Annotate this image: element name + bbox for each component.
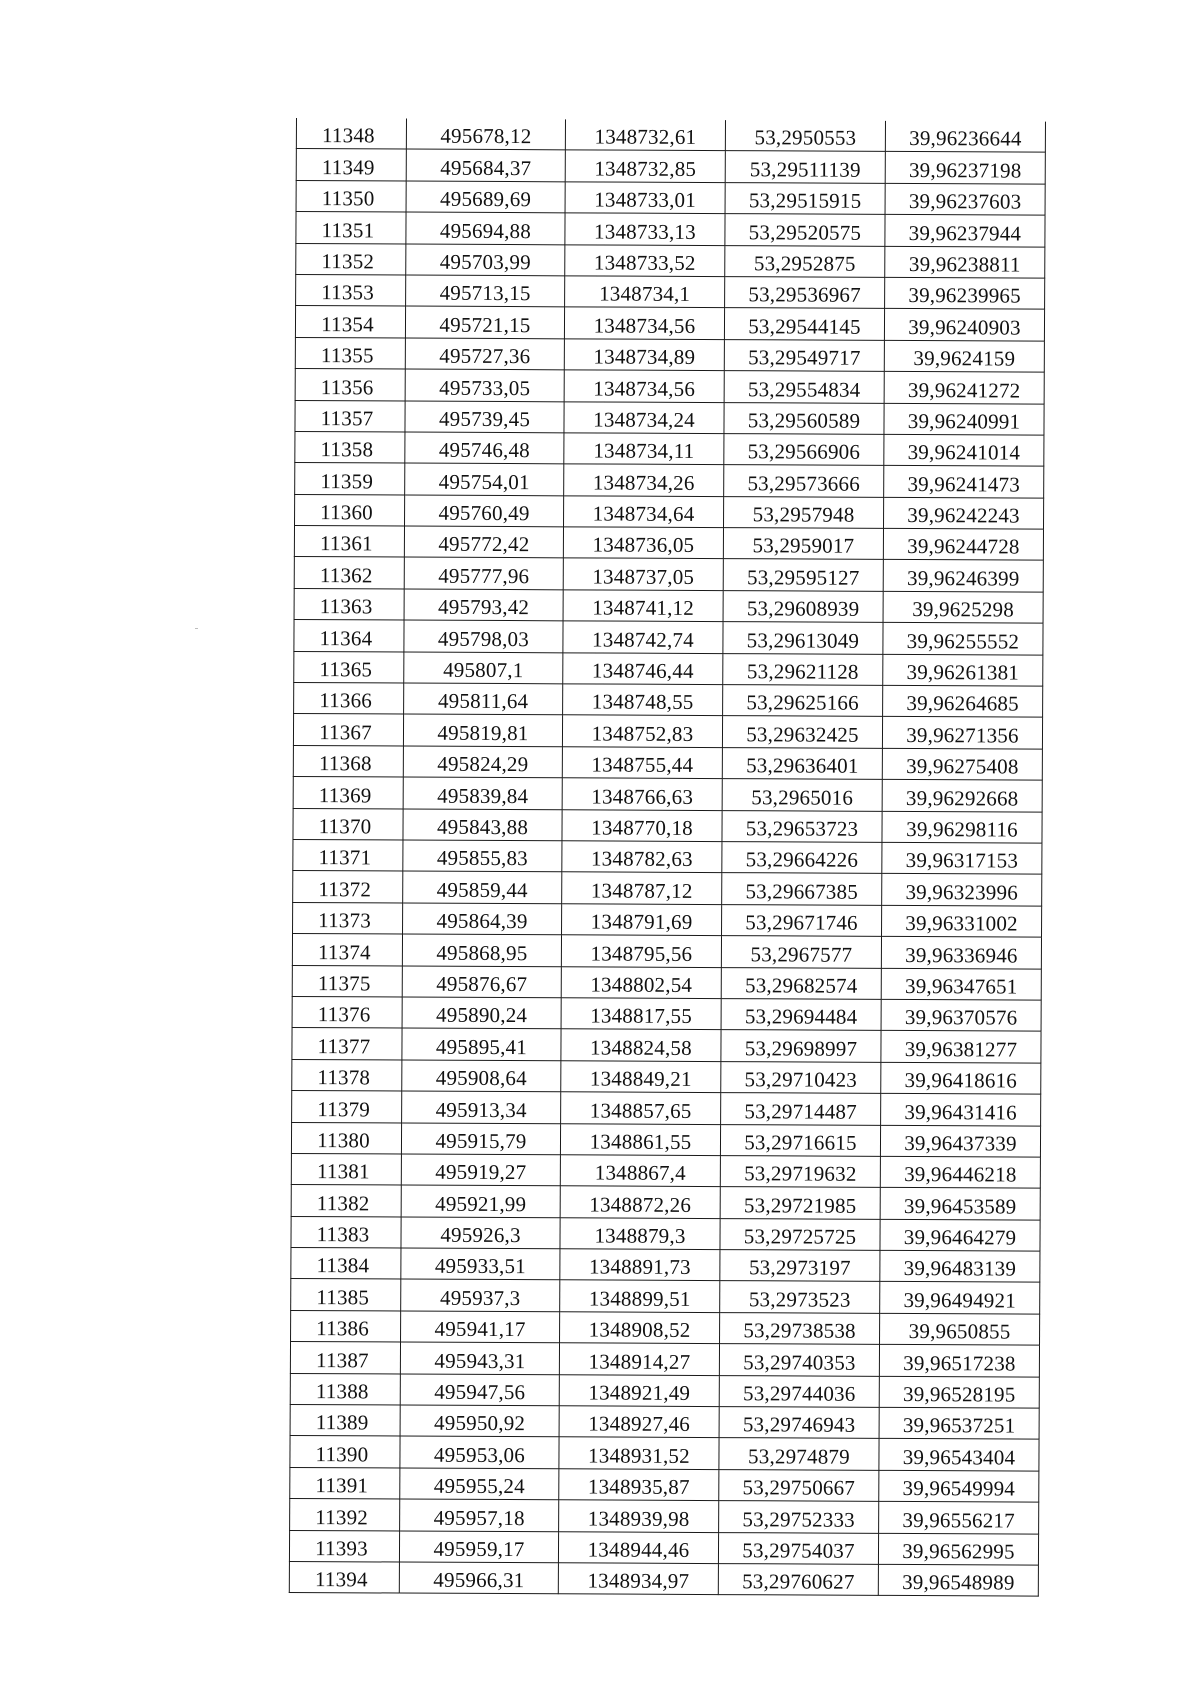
point-number-cell: 11391 xyxy=(290,1467,400,1499)
x-coordinate-cell: 495953,06 xyxy=(400,1436,559,1468)
x-coordinate-cell: 495933,51 xyxy=(401,1248,560,1280)
y-coordinate-cell: 1348770,18 xyxy=(562,809,722,841)
longitude-cell: 39,96237603 xyxy=(885,183,1045,215)
point-number-cell: 11370 xyxy=(293,808,403,840)
point-number-cell: 11363 xyxy=(294,588,404,620)
table-row xyxy=(293,902,1042,937)
latitude-cell: 53,29515915 xyxy=(725,182,885,214)
x-coordinate-cell: 495855,83 xyxy=(403,840,562,872)
latitude-cell: 53,2973197 xyxy=(720,1250,880,1282)
x-coordinate-cell: 495921,99 xyxy=(401,1185,560,1217)
longitude-cell: 39,96556217 xyxy=(879,1502,1039,1534)
longitude-cell: 39,96240991 xyxy=(884,403,1044,435)
longitude-cell: 39,96317153 xyxy=(882,842,1042,874)
table-row xyxy=(294,683,1043,718)
point-number-cell: 11354 xyxy=(295,306,405,338)
table-row xyxy=(291,1248,1040,1283)
point-number-cell: 11379 xyxy=(292,1091,402,1123)
point-number-cell: 11364 xyxy=(294,620,404,652)
x-coordinate-cell: 495941,17 xyxy=(401,1311,560,1343)
point-number-cell: 11380 xyxy=(291,1122,401,1154)
table-row xyxy=(294,651,1043,686)
longitude-cell: 39,96236644 xyxy=(885,121,1045,153)
x-coordinate-cell: 495772,42 xyxy=(404,526,563,558)
y-coordinate-cell: 1348899,51 xyxy=(560,1280,720,1312)
table-row xyxy=(290,1436,1039,1471)
latitude-cell: 53,29746943 xyxy=(719,1407,879,1439)
x-coordinate-cell: 495843,88 xyxy=(403,809,562,841)
y-coordinate-cell: 1348733,01 xyxy=(565,182,725,214)
table-row xyxy=(291,1279,1040,1314)
point-number-cell: 11376 xyxy=(292,996,402,1028)
y-coordinate-cell: 1348733,13 xyxy=(565,213,725,245)
x-coordinate-cell: 495839,84 xyxy=(403,777,562,809)
point-number-cell: 11374 xyxy=(292,934,402,966)
longitude-cell: 39,96298116 xyxy=(882,811,1042,843)
y-coordinate-cell: 1348732,61 xyxy=(565,119,725,151)
y-coordinate-cell: 1348824,58 xyxy=(561,1029,721,1061)
latitude-cell: 53,2965016 xyxy=(722,779,882,811)
x-coordinate-cell: 495950,92 xyxy=(400,1405,559,1437)
y-coordinate-cell: 1348734,89 xyxy=(564,339,724,371)
longitude-cell: 39,9625298 xyxy=(883,591,1043,623)
point-number-cell: 11366 xyxy=(294,683,404,715)
coordinates-table xyxy=(289,118,1046,1597)
y-coordinate-cell: 1348795,56 xyxy=(561,935,721,967)
y-coordinate-cell: 1348914,27 xyxy=(559,1343,719,1375)
longitude-cell: 39,96562995 xyxy=(878,1533,1038,1565)
point-number-cell: 11358 xyxy=(295,431,405,463)
point-number-cell: 11373 xyxy=(293,902,403,934)
longitude-cell: 39,96549994 xyxy=(879,1470,1039,1502)
latitude-cell: 53,29554834 xyxy=(724,371,884,403)
longitude-cell: 39,96483139 xyxy=(880,1250,1040,1282)
point-number-cell: 11387 xyxy=(290,1342,400,1374)
latitude-cell: 53,29671746 xyxy=(722,904,882,936)
point-number-cell: 11372 xyxy=(293,871,403,903)
table-row xyxy=(294,557,1043,592)
latitude-cell: 53,29549717 xyxy=(724,339,884,371)
x-coordinate-cell: 495824,29 xyxy=(403,746,562,778)
table-row xyxy=(293,714,1042,749)
table-row xyxy=(293,871,1042,906)
x-coordinate-cell: 495798,03 xyxy=(404,620,563,652)
latitude-cell: 53,2967577 xyxy=(721,936,881,968)
longitude-cell: 39,96237944 xyxy=(885,215,1045,247)
latitude-cell: 53,29653723 xyxy=(722,810,882,842)
x-coordinate-cell: 495689,69 xyxy=(406,181,565,213)
longitude-cell: 39,96239965 xyxy=(885,277,1045,309)
point-number-cell: 11361 xyxy=(294,526,404,558)
scan-speck xyxy=(195,628,198,629)
latitude-cell: 53,29738538 xyxy=(720,1312,880,1344)
x-coordinate-cell: 495913,34 xyxy=(402,1091,561,1123)
latitude-cell: 53,29625166 xyxy=(723,685,883,717)
table-row xyxy=(291,1216,1040,1251)
point-number-cell: 11369 xyxy=(293,777,403,809)
x-coordinate-cell: 495890,24 xyxy=(402,997,561,1029)
point-number-cell: 11386 xyxy=(291,1310,401,1342)
y-coordinate-cell: 1348867,4 xyxy=(560,1155,720,1187)
latitude-cell: 53,2973523 xyxy=(720,1281,880,1313)
table-row xyxy=(296,274,1045,309)
point-number-cell: 11381 xyxy=(291,1153,401,1185)
y-coordinate-cell: 1348748,55 xyxy=(563,684,723,716)
table-row xyxy=(291,1153,1040,1188)
longitude-cell: 39,96261381 xyxy=(883,654,1043,686)
y-coordinate-cell: 1348879,3 xyxy=(560,1217,720,1249)
longitude-cell: 39,96517238 xyxy=(879,1345,1039,1377)
point-number-cell: 11367 xyxy=(293,714,403,746)
longitude-cell: 39,96336946 xyxy=(881,937,1041,969)
y-coordinate-cell: 1348734,56 xyxy=(564,370,724,402)
x-coordinate-cell: 495926,3 xyxy=(401,1217,560,1249)
table-row xyxy=(292,934,1041,969)
table-row xyxy=(296,149,1045,184)
x-coordinate-cell: 495678,12 xyxy=(406,119,565,151)
table-row xyxy=(289,1530,1038,1565)
x-coordinate-cell: 495959,17 xyxy=(399,1531,558,1563)
latitude-cell: 53,29754037 xyxy=(718,1532,878,1564)
point-number-cell: 11382 xyxy=(291,1185,401,1217)
x-coordinate-cell: 495713,15 xyxy=(406,275,565,307)
point-number-cell: 11355 xyxy=(295,337,405,369)
x-coordinate-cell: 495947,56 xyxy=(400,1374,559,1406)
y-coordinate-cell: 1348817,55 xyxy=(561,998,721,1030)
point-number-cell: 11350 xyxy=(296,180,406,212)
longitude-cell: 39,96347651 xyxy=(881,968,1041,1000)
point-number-cell: 11359 xyxy=(295,463,405,495)
table-row xyxy=(295,463,1044,498)
longitude-cell: 39,96446218 xyxy=(880,1156,1040,1188)
table-row xyxy=(296,243,1045,278)
x-coordinate-cell: 495703,99 xyxy=(406,244,565,276)
x-coordinate-cell: 495919,27 xyxy=(401,1154,560,1186)
table-row xyxy=(290,1373,1039,1408)
longitude-cell: 39,96241473 xyxy=(884,466,1044,498)
longitude-cell: 39,96242243 xyxy=(884,497,1044,529)
y-coordinate-cell: 1348791,69 xyxy=(562,904,722,936)
x-coordinate-cell: 495746,48 xyxy=(405,432,564,464)
y-coordinate-cell: 1348931,52 xyxy=(559,1437,719,1469)
table-row xyxy=(294,526,1043,561)
latitude-cell: 53,29725725 xyxy=(720,1218,880,1250)
y-coordinate-cell: 1348782,63 xyxy=(562,841,722,873)
longitude-cell: 39,96418616 xyxy=(881,1062,1041,1094)
latitude-cell: 53,29716615 xyxy=(720,1124,880,1156)
y-coordinate-cell: 1348891,73 xyxy=(560,1249,720,1281)
latitude-cell: 53,29750667 xyxy=(719,1469,879,1501)
y-coordinate-cell: 1348755,44 xyxy=(562,747,722,779)
table-row xyxy=(293,777,1042,812)
y-coordinate-cell: 1348736,05 xyxy=(563,527,723,559)
table-row xyxy=(295,400,1044,435)
point-number-cell: 11383 xyxy=(291,1216,401,1248)
y-coordinate-cell: 1348908,52 xyxy=(560,1312,720,1344)
table-row xyxy=(295,369,1044,404)
y-coordinate-cell: 1348939,98 xyxy=(559,1500,719,1532)
latitude-cell: 53,29667385 xyxy=(722,873,882,905)
x-coordinate-cell: 495760,49 xyxy=(405,495,564,527)
y-coordinate-cell: 1348742,74 xyxy=(563,621,723,653)
y-coordinate-cell: 1348861,55 xyxy=(560,1123,720,1155)
y-coordinate-cell: 1348935,87 xyxy=(559,1469,719,1501)
longitude-cell: 39,96241272 xyxy=(884,372,1044,404)
latitude-cell: 53,29511139 xyxy=(725,151,885,183)
x-coordinate-cell: 495733,05 xyxy=(405,369,564,401)
table-row xyxy=(293,808,1042,843)
longitude-cell: 39,96437339 xyxy=(880,1125,1040,1157)
longitude-cell: 39,96323996 xyxy=(882,874,1042,906)
y-coordinate-cell: 1348734,64 xyxy=(564,496,724,528)
longitude-cell: 39,96241014 xyxy=(884,434,1044,466)
point-number-cell: 11348 xyxy=(296,118,406,149)
latitude-cell: 53,29752333 xyxy=(719,1501,879,1533)
y-coordinate-cell: 1348872,26 xyxy=(560,1186,720,1218)
latitude-cell: 53,29636401 xyxy=(722,747,882,779)
y-coordinate-cell: 1348849,21 xyxy=(561,1061,721,1093)
y-coordinate-cell: 1348734,24 xyxy=(564,401,724,433)
longitude-cell: 39,96255552 xyxy=(883,623,1043,655)
latitude-cell: 53,29760627 xyxy=(718,1564,878,1596)
point-number-cell: 11351 xyxy=(296,212,406,244)
y-coordinate-cell: 1348944,46 xyxy=(558,1531,718,1563)
longitude-cell: 39,96431416 xyxy=(881,1093,1041,1125)
point-number-cell: 11349 xyxy=(296,149,406,181)
longitude-cell: 39,96494921 xyxy=(880,1282,1040,1314)
point-number-cell: 11352 xyxy=(296,243,406,275)
longitude-cell: 39,96264685 xyxy=(883,685,1043,717)
x-coordinate-cell: 495908,64 xyxy=(402,1060,561,1092)
point-number-cell: 11356 xyxy=(295,369,405,401)
table-row xyxy=(294,620,1043,655)
latitude-cell: 53,2974879 xyxy=(719,1438,879,1470)
point-number-cell: 11388 xyxy=(290,1373,400,1405)
longitude-cell: 39,96381277 xyxy=(881,1031,1041,1063)
point-number-cell: 11390 xyxy=(290,1436,400,1468)
latitude-cell: 53,29694484 xyxy=(721,999,881,1031)
table-row xyxy=(292,965,1041,1000)
latitude-cell: 53,29664226 xyxy=(722,842,882,874)
y-coordinate-cell: 1348734,11 xyxy=(564,433,724,465)
table-row xyxy=(291,1310,1040,1345)
latitude-cell: 53,29744036 xyxy=(719,1375,879,1407)
latitude-cell: 53,29520575 xyxy=(725,214,885,246)
longitude-cell: 39,96537251 xyxy=(879,1407,1039,1439)
x-coordinate-cell: 495915,79 xyxy=(401,1123,560,1155)
point-number-cell: 11377 xyxy=(292,1028,402,1060)
point-number-cell: 11384 xyxy=(291,1248,401,1280)
latitude-cell: 53,29682574 xyxy=(721,967,881,999)
y-coordinate-cell: 1348752,83 xyxy=(562,715,722,747)
y-coordinate-cell: 1348734,56 xyxy=(564,307,724,339)
table-row xyxy=(295,306,1044,341)
x-coordinate-cell: 495727,36 xyxy=(405,338,564,370)
table-row xyxy=(292,1028,1041,1063)
longitude-cell: 39,9650855 xyxy=(880,1313,1040,1345)
point-number-cell: 11362 xyxy=(294,557,404,589)
y-coordinate-cell: 1348927,46 xyxy=(559,1406,719,1438)
latitude-cell: 53,29698997 xyxy=(721,1030,881,1062)
table-row xyxy=(290,1405,1039,1440)
x-coordinate-cell: 495943,31 xyxy=(400,1342,559,1374)
point-number-cell: 11385 xyxy=(291,1279,401,1311)
table-row xyxy=(291,1185,1040,1220)
longitude-cell: 39,96292668 xyxy=(882,780,1042,812)
x-coordinate-cell: 495937,3 xyxy=(401,1279,560,1311)
latitude-cell: 53,29536967 xyxy=(725,277,885,309)
table-row xyxy=(293,839,1042,874)
y-coordinate-cell: 1348732,85 xyxy=(565,150,725,182)
point-number-cell: 11389 xyxy=(290,1405,400,1437)
table-row xyxy=(295,431,1044,466)
longitude-cell: 39,96453589 xyxy=(880,1188,1040,1220)
latitude-cell: 53,29740353 xyxy=(719,1344,879,1376)
y-coordinate-cell: 1348787,12 xyxy=(562,872,722,904)
latitude-cell: 53,29632425 xyxy=(722,716,882,748)
y-coordinate-cell: 1348734,26 xyxy=(564,464,724,496)
longitude-cell: 39,96548989 xyxy=(878,1564,1038,1596)
y-coordinate-cell: 1348921,49 xyxy=(559,1374,719,1406)
y-coordinate-cell: 1348766,63 xyxy=(562,778,722,810)
point-number-cell: 11368 xyxy=(293,745,403,777)
latitude-cell: 53,2957948 xyxy=(724,496,884,528)
point-number-cell: 11378 xyxy=(292,1059,402,1091)
y-coordinate-cell: 1348741,12 xyxy=(563,590,723,622)
longitude-cell: 39,96246399 xyxy=(883,560,1043,592)
point-number-cell: 11360 xyxy=(295,494,405,526)
table-row xyxy=(294,588,1043,623)
latitude-cell: 53,29573666 xyxy=(724,465,884,497)
x-coordinate-cell: 495957,18 xyxy=(400,1499,559,1531)
point-number-cell: 11357 xyxy=(295,400,405,432)
longitude-cell: 39,9624159 xyxy=(884,340,1044,372)
table-row xyxy=(290,1342,1039,1377)
longitude-cell: 39,96464279 xyxy=(880,1219,1040,1251)
y-coordinate-cell: 1348934,97 xyxy=(558,1563,718,1595)
point-number-cell: 11375 xyxy=(292,965,402,997)
latitude-cell: 53,2952875 xyxy=(725,245,885,277)
x-coordinate-cell: 495793,42 xyxy=(404,589,563,621)
table-row xyxy=(292,996,1041,1031)
x-coordinate-cell: 495811,64 xyxy=(404,683,563,715)
table-row xyxy=(296,212,1045,247)
latitude-cell: 53,29595127 xyxy=(723,559,883,591)
y-coordinate-cell: 1348734,1 xyxy=(565,276,725,308)
x-coordinate-cell: 495876,67 xyxy=(402,966,561,998)
table-row xyxy=(290,1499,1039,1534)
y-coordinate-cell: 1348733,52 xyxy=(565,244,725,276)
point-number-cell: 11371 xyxy=(293,839,403,871)
latitude-cell: 53,29566906 xyxy=(724,434,884,466)
x-coordinate-cell: 495859,44 xyxy=(403,871,562,903)
x-coordinate-cell: 495721,15 xyxy=(405,306,564,338)
table-row xyxy=(295,337,1044,372)
x-coordinate-cell: 495777,96 xyxy=(404,558,563,590)
point-number-cell: 11392 xyxy=(290,1499,400,1531)
latitude-cell: 53,2950553 xyxy=(725,120,885,152)
table-row xyxy=(295,494,1044,529)
longitude-cell: 39,96528195 xyxy=(879,1376,1039,1408)
table-row xyxy=(292,1059,1041,1094)
longitude-cell: 39,96244728 xyxy=(883,528,1043,560)
table-row xyxy=(296,180,1045,215)
x-coordinate-cell: 495868,95 xyxy=(402,934,561,966)
longitude-cell: 39,96237198 xyxy=(885,152,1045,184)
x-coordinate-cell: 495895,41 xyxy=(402,1028,561,1060)
x-coordinate-cell: 495864,39 xyxy=(403,903,562,935)
x-coordinate-cell: 495684,37 xyxy=(406,149,565,181)
table-row xyxy=(296,118,1045,153)
latitude-cell: 53,29608939 xyxy=(723,590,883,622)
x-coordinate-cell: 495739,45 xyxy=(405,401,564,433)
point-number-cell: 11393 xyxy=(289,1530,399,1562)
table-row xyxy=(293,745,1042,780)
longitude-cell: 39,96238811 xyxy=(885,246,1045,278)
x-coordinate-cell: 495694,88 xyxy=(406,212,565,244)
latitude-cell: 53,29710423 xyxy=(721,1061,881,1093)
latitude-cell: 53,29544145 xyxy=(724,308,884,340)
y-coordinate-cell: 1348857,65 xyxy=(561,1092,721,1124)
latitude-cell: 53,29621128 xyxy=(723,653,883,685)
table-row xyxy=(292,1091,1041,1126)
table-row xyxy=(289,1561,1038,1596)
point-number-cell: 11394 xyxy=(289,1561,399,1593)
latitude-cell: 53,29719632 xyxy=(720,1155,880,1187)
y-coordinate-cell: 1348802,54 xyxy=(561,966,721,998)
x-coordinate-cell: 495807,1 xyxy=(404,652,563,684)
latitude-cell: 53,29721985 xyxy=(720,1187,880,1219)
longitude-cell: 39,96331002 xyxy=(882,905,1042,937)
coordinates-table-body xyxy=(289,118,1045,1597)
longitude-cell: 39,96543404 xyxy=(879,1439,1039,1471)
latitude-cell: 53,2959017 xyxy=(723,528,883,560)
x-coordinate-cell: 495955,24 xyxy=(400,1468,559,1500)
x-coordinate-cell: 495966,31 xyxy=(399,1562,558,1594)
point-number-cell: 11365 xyxy=(294,651,404,683)
longitude-cell: 39,96275408 xyxy=(882,748,1042,780)
x-coordinate-cell: 495754,01 xyxy=(405,463,564,495)
latitude-cell: 53,29613049 xyxy=(723,622,883,654)
x-coordinate-cell: 495819,81 xyxy=(403,714,562,746)
table-row xyxy=(290,1467,1039,1502)
y-coordinate-cell: 1348746,44 xyxy=(563,652,723,684)
latitude-cell: 53,29560589 xyxy=(724,402,884,434)
longitude-cell: 39,96271356 xyxy=(882,717,1042,749)
longitude-cell: 39,96370576 xyxy=(881,999,1041,1031)
y-coordinate-cell: 1348737,05 xyxy=(563,558,723,590)
table-row xyxy=(291,1122,1040,1157)
latitude-cell: 53,29714487 xyxy=(721,1093,881,1125)
longitude-cell: 39,96240903 xyxy=(884,309,1044,341)
point-number-cell: 11353 xyxy=(296,274,406,306)
